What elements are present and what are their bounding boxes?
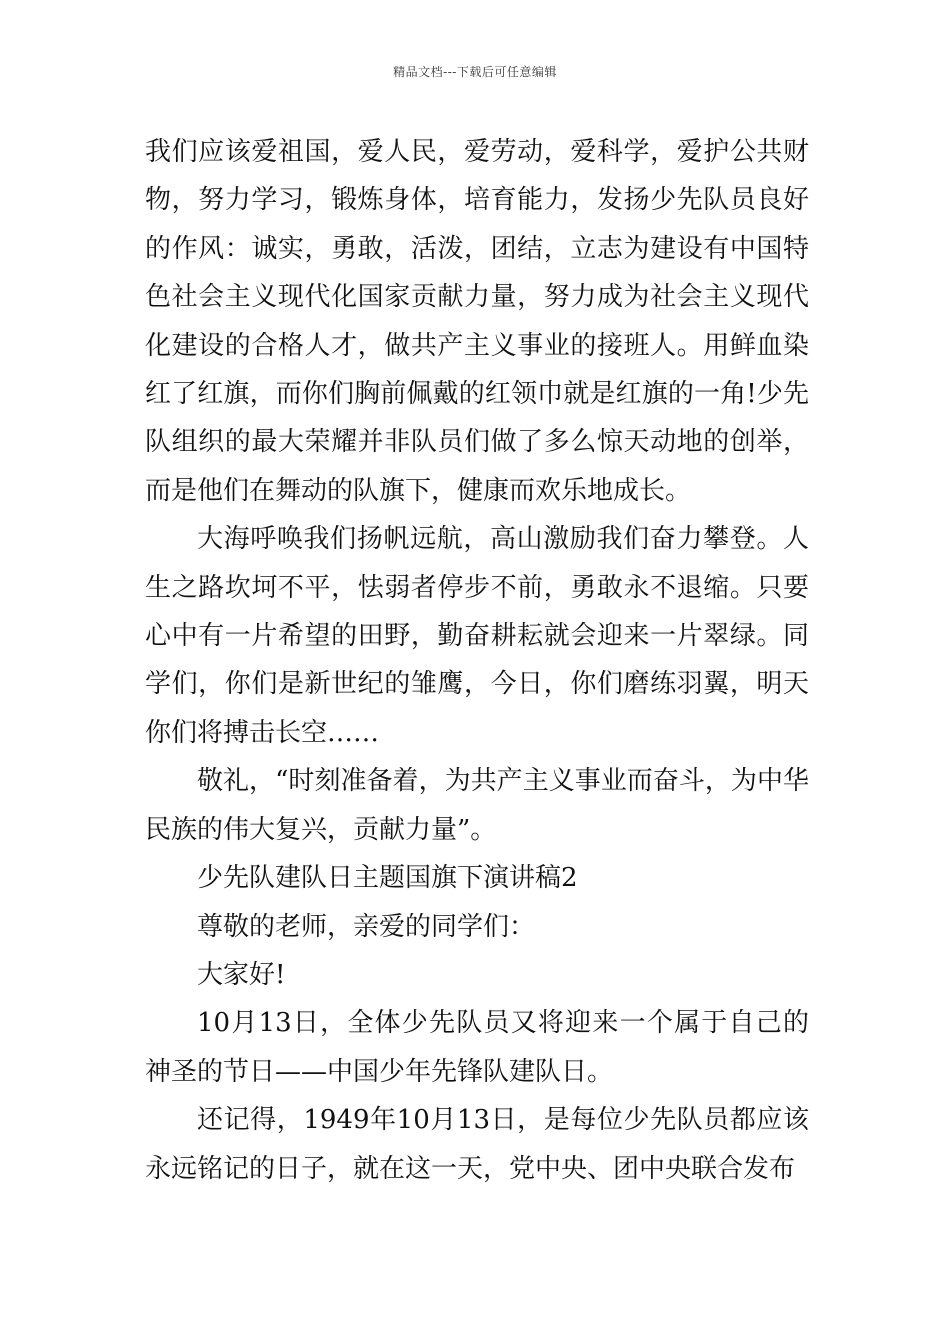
document-body <box>145 128 809 1193</box>
greeting: 大家好! <box>197 959 286 990</box>
paragraph-5: 还记得，1949年10月13日，是每位少先队员都应该永远铭记的日子，就在这一天，党中央、团中央联合发布 <box>145 1105 809 1184</box>
page-header: 精品文档---下载后可任意编辑 <box>393 65 557 79</box>
paragraph-4: 10月13日，全体少先队员又将迎来一个属于自己的神圣的节日——中国少年先锋队建队日。 <box>145 1008 809 1087</box>
section-title: 少先队建队日主题国旗下演讲稿2 <box>197 863 578 894</box>
paragraph-3: 敬礼，“时刻准备着，为共产主义事业而奋斗，为中华民族的伟大复兴，贡献力量”。 <box>145 766 809 845</box>
paragraph-1: 我们应该爱祖国，爱人民，爱劳动，爱科学，爱护公共财物，努力学习，锻炼身体，培育能力，发扬少先队员良好的作风：诚实，勇敢，活泼，团结，立志为建设有中国特色社会主义现代化国家贡献力量，努力成为社会主义现代化建设的合格人才，做共产主义事业的接班人。用鲜血染红了红旗，而你们胸前佩戴的红领巾就是红旗的一角!少先队组织的最大荣耀并非队员们做了多么惊天动地的创举，而是他们在舞动的队旗下，健康而欢乐地成长。 <box>145 137 809 506</box>
paragraph-2: 大海呼唤我们扬帆远航，高山激励我们奋力攀登。人生之路坎坷不平，怯弱者停步不前，勇敢永不退缩。只要心中有一片希望的田野，勤奋耕耘就会迎来一片翠绿。同学们，你们是新世纪的雏鹰，今日，你们磨练羽翼，明天你们将搏击长空…… <box>145 524 809 748</box>
salutation: 尊敬的老师，亲爱的同学们： <box>197 911 536 942</box>
